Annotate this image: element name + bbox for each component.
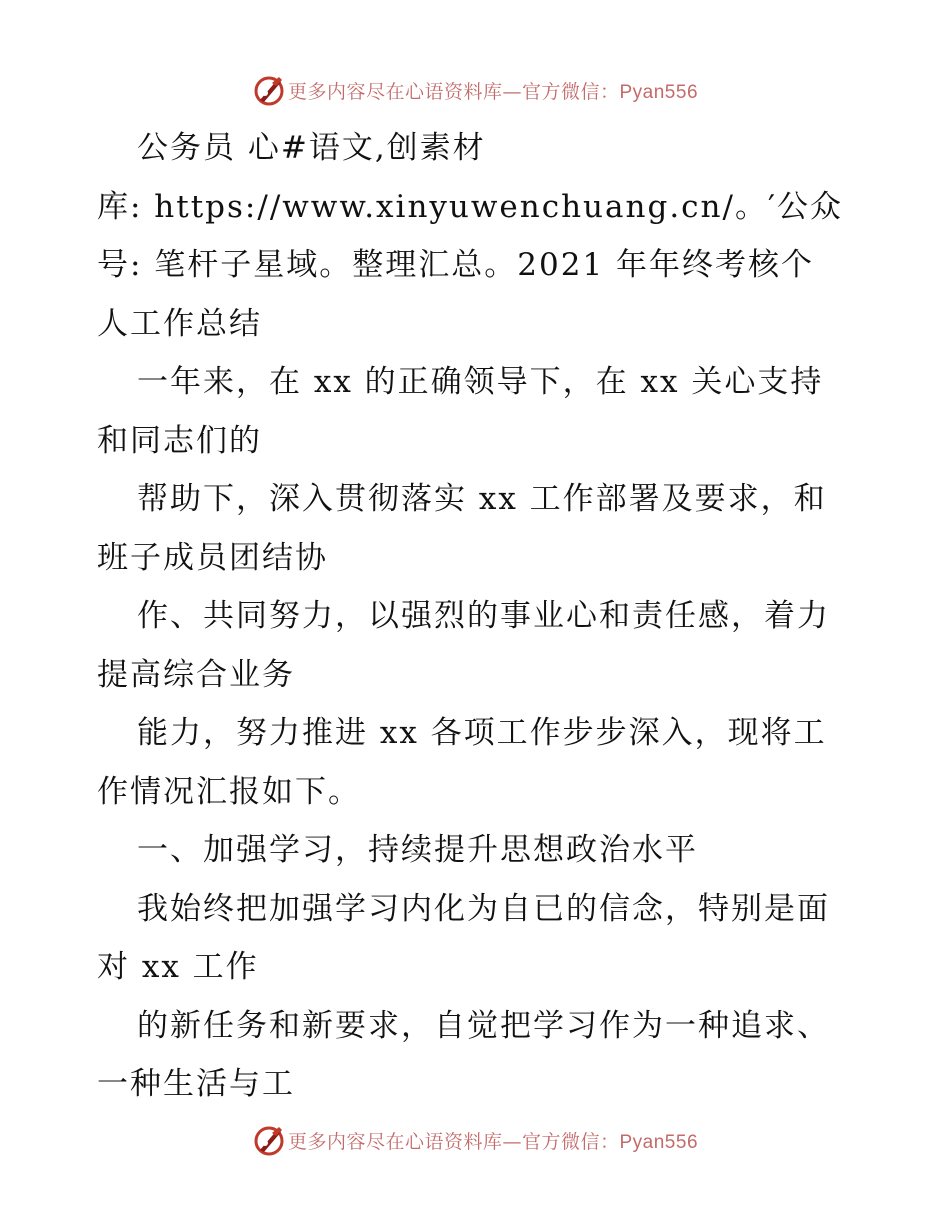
quill-logo-icon: [252, 73, 286, 107]
header-banner-text: 更多内容尽在心语资料库—官方微信：: [287, 80, 620, 103]
text-line: 班子成员团结协: [97, 539, 328, 576]
text-line: 作情况汇报如下。: [97, 773, 361, 810]
header-banner-id: Pyan556: [619, 81, 699, 103]
text-line: 人工作总结: [97, 305, 262, 342]
footer-banner-text: 更多内容尽在心语资料库—官方微信：: [287, 1130, 620, 1153]
text-line: 和同志们的: [97, 422, 262, 459]
text-line: 提高综合业务: [97, 656, 295, 693]
text-line: 一年来，在 xx 的正确领导下，在 xx 关心支持: [137, 364, 824, 400]
header-banner: [0, 70, 950, 110]
text-line: 对 xx 工作: [97, 949, 259, 985]
footer-banner-id: Pyan556: [619, 1131, 699, 1153]
text-line: 作、共同努力，以强烈的事业心和责任感，着力: [137, 598, 830, 634]
footer-banner: [0, 1120, 950, 1160]
text-line: 能力，努力推进 xx 各项工作步步深入，现将工: [137, 715, 827, 751]
quill-logo-icon: [252, 1123, 286, 1157]
document-body: [97, 119, 857, 1114]
text-line: 公务员 心#语文,创素材: [137, 130, 486, 166]
text-line: 一种生活与工: [97, 1066, 295, 1102]
text-line: 的新任务和新要求，自觉把学习作为一种追求、: [137, 1007, 830, 1044]
text-line: 我始终把加强学习内化为自已的信念，特别是面: [137, 890, 830, 927]
section-heading: 一、加强学习，持续提升思想政治水平: [137, 832, 698, 868]
text-line: 帮助下，深入贯彻落实 xx 工作部署及要求，和: [137, 481, 827, 517]
text-line: 库: https://www.xinyuwenchuang.cn/。′公众: [97, 188, 843, 225]
text-line: 号: 笔杆子星域。整理汇总。2021 年年终考核个: [97, 247, 815, 283]
